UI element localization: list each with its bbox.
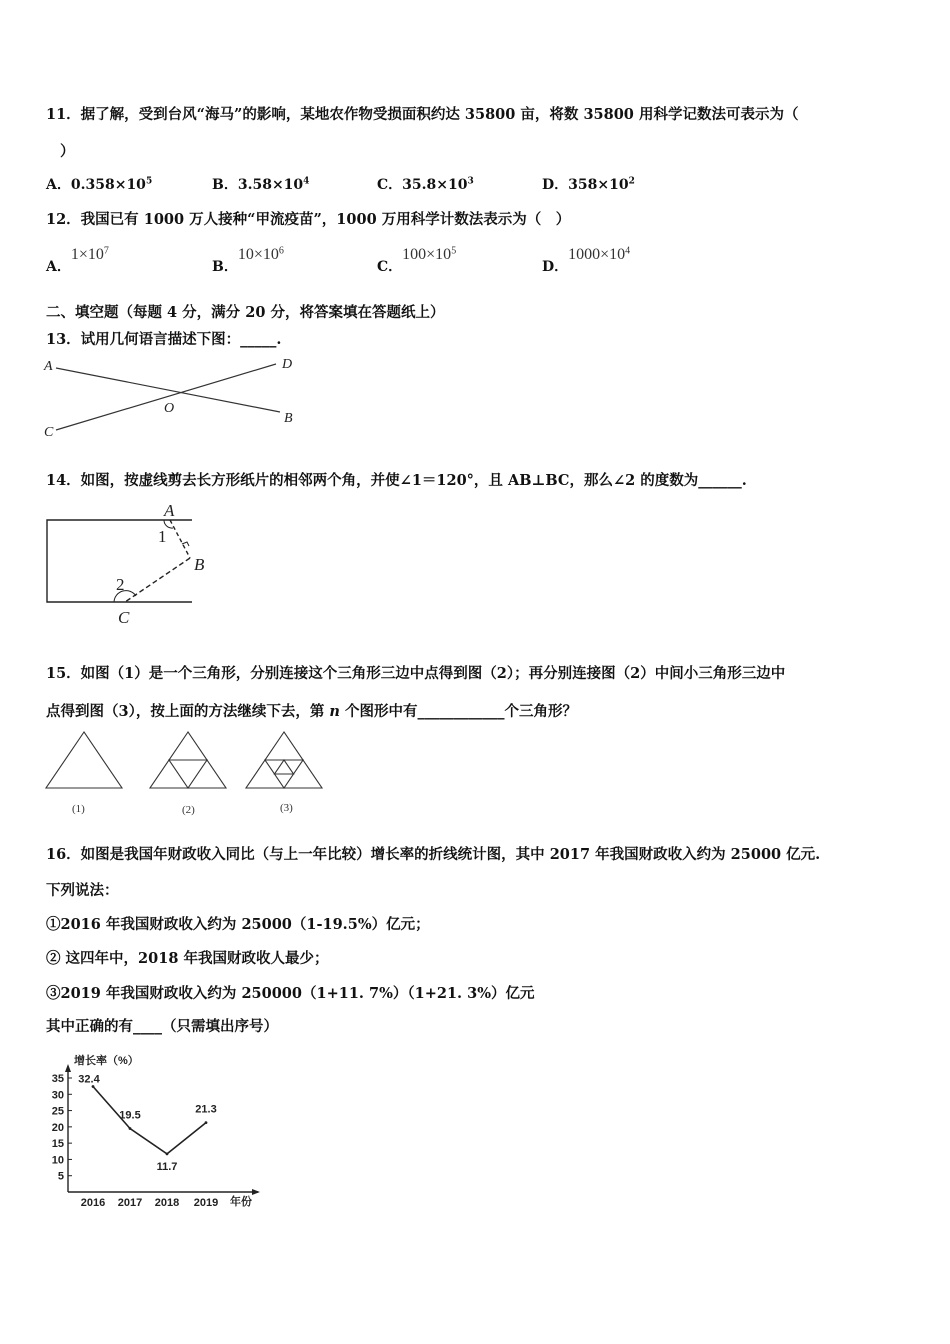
q14-stem: 14．如图，按虚线剪去长方形纸片的相邻两个角，并使∠1＝120°，且 AB⊥BC，那么∠2 的度数为______.	[46, 472, 747, 489]
y-tick-label: 15	[51, 1138, 64, 1151]
q11-option-a: A．$0.358\times 10^5$	[46, 176, 153, 193]
x-tick-label: 2016	[80, 1197, 106, 1209]
q13-stem: 13．试用几何语言描述下图：_____.	[46, 331, 282, 348]
y-tick-label: 35	[51, 1073, 64, 1085]
y-tick-label: 20	[51, 1121, 64, 1134]
growth-rate-line-chart	[40, 1048, 270, 1216]
q16-answer-prompt: 其中正确的有____（只需填出序号）	[46, 1018, 278, 1035]
data-label: 32.4	[78, 1073, 100, 1086]
data-point	[166, 1152, 169, 1155]
q11-option-c: C．$35.8\times 10^3$	[377, 176, 474, 193]
label-2: 2	[116, 575, 125, 594]
y-tick-label: 10	[51, 1154, 64, 1167]
data-label: 19.5	[119, 1109, 141, 1122]
q11-stem-line1: 11．据了解，受到台风“海马”的影响，某地农作物受损面积约达 35800 亩，将数 35800 用科学记数法可表示为（	[46, 106, 799, 123]
chart-xlabel: 年份	[230, 1196, 252, 1208]
y-tick-label: 30	[51, 1089, 64, 1102]
triangle-figure-3	[246, 732, 322, 788]
cut-bc	[125, 558, 190, 602]
q15-stem-line2: 点得到图（3），按上面的方法继续下去，第 n 个图形中有____________个三角形？	[46, 703, 577, 720]
data-label: 21.3	[195, 1103, 217, 1116]
growth-rate-series-line	[93, 1086, 206, 1153]
q11-stem-line2: ）	[60, 143, 75, 160]
caption-1: (1)	[72, 803, 85, 815]
cut-ab	[170, 520, 190, 558]
q16-statement-2: ② 这四年中，2018 年我国财政收人最少；	[46, 950, 329, 967]
label-c: C	[118, 608, 130, 627]
q12-option-b: B．$10\times 10^6$	[212, 245, 284, 275]
label-1: 1	[158, 527, 167, 546]
data-point	[92, 1085, 95, 1088]
y-tick-label: 5	[57, 1170, 64, 1183]
caption-2: (2)	[182, 804, 195, 816]
x-tick-label: 2017	[117, 1197, 143, 1209]
q13-figure	[40, 352, 310, 442]
label-c: C	[44, 425, 54, 440]
caption-3: (3)	[280, 802, 293, 814]
label-b: B	[194, 555, 205, 574]
q12-option-d: D．$1000\times 10^4$	[542, 245, 631, 275]
label-d: D	[282, 357, 293, 372]
q11-option-d: D．$358\times 10^2$	[542, 176, 635, 193]
x-axis-arrow	[252, 1189, 260, 1195]
q14-figure	[40, 498, 220, 630]
data-label: 11.7	[156, 1160, 178, 1173]
x-tick-label: 2018	[154, 1197, 180, 1209]
data-point	[205, 1121, 208, 1124]
q11-option-b: B．$3.58\times 10^4$	[212, 176, 310, 193]
q12-option-a: A．$1\times 10^7$	[46, 245, 109, 275]
section2-heading: 二、填空题（每题 4 分，满分 20 分，将答案填在答题纸上）	[46, 304, 445, 321]
q12-option-c: C．$100\times 10^5$	[377, 245, 457, 275]
label-a: A	[44, 359, 53, 374]
q16-statement-3: ③2019 年我国财政收入约为 250000（1+11. 7%）（1+21. 3%）亿元	[46, 985, 535, 1002]
label-o: O	[164, 401, 175, 416]
data-point	[129, 1127, 132, 1130]
q15-stem-line1: 15．如图（1）是一个三角形，分别连接这个三角形三边中点得到图（2）；再分别连接图（2）中间小三角形三边中	[46, 665, 786, 682]
label-a: A	[164, 501, 175, 520]
triangle-figure-2	[150, 732, 226, 788]
y-axis-arrow	[65, 1064, 71, 1072]
y-tick-label: 25	[51, 1105, 64, 1118]
q12-stem: 12．我国已有 1000 万人接种“甲流疫苗”，1000 万用科学计数法表示为（ ）	[46, 211, 571, 228]
label-b: B	[284, 411, 293, 426]
triangle-figure-1	[46, 732, 122, 788]
q15-figures	[40, 726, 340, 821]
chart-title: 增长率（%）	[74, 1055, 139, 1067]
q16-statement-1: ①2016 年我国财政收入约为 25000（1-19.5%）亿元；	[46, 916, 430, 933]
q16-stem-line2: 下列说法：	[46, 882, 119, 899]
q16-stem-line1: 16．如图是我国年财政收入同比（与上一年比较）增长率的折线统计图，其中 2017 年我国财政收入约为 25000 亿元.	[46, 846, 821, 863]
x-tick-label: 2019	[193, 1197, 219, 1209]
